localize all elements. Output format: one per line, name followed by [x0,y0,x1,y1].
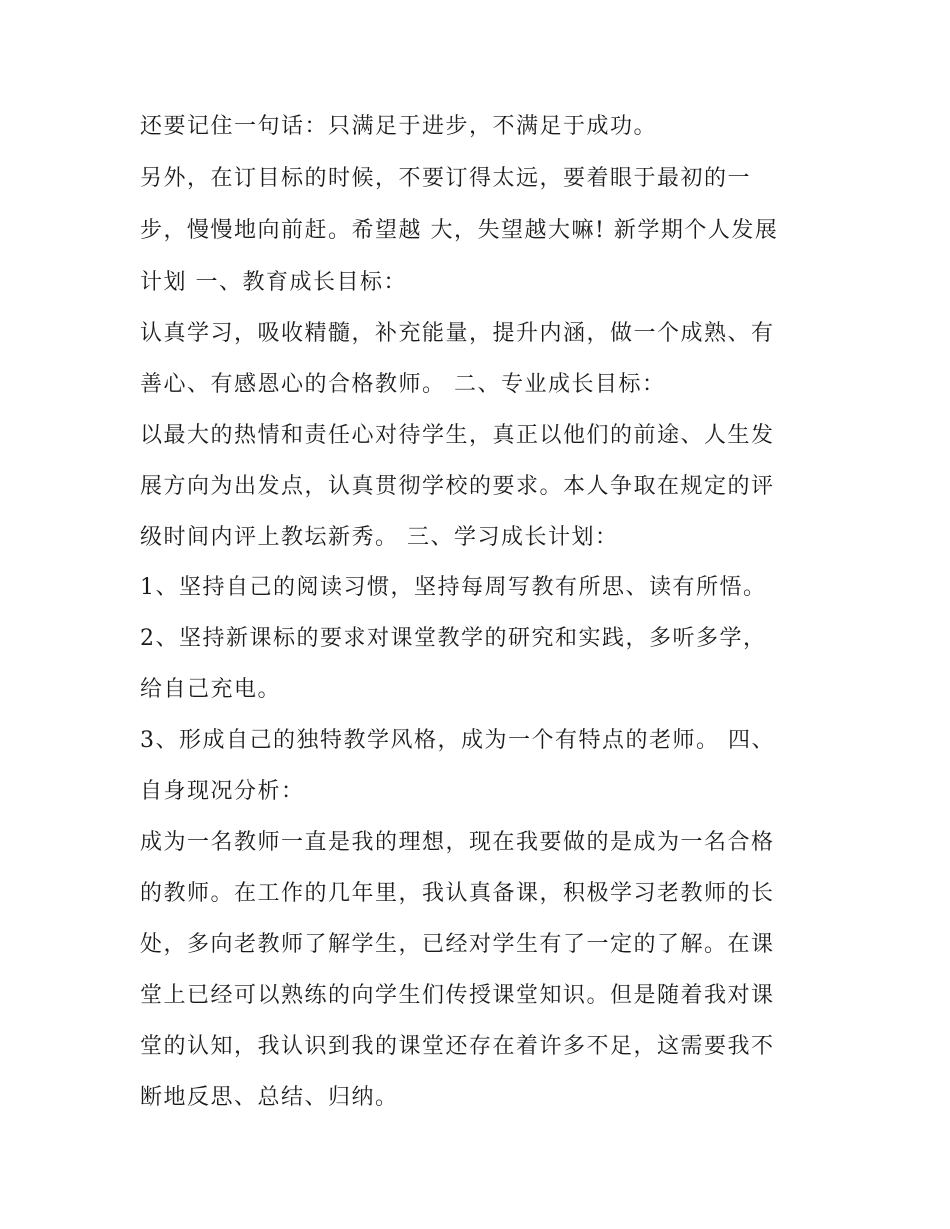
text-line: 给自己充电。 [140,677,282,702]
text-line: 堂的认知，我认识到我的课堂还存在着许多不足，这需要我不 [140,1034,775,1059]
text-line: 堂上已经可以熟练的向学生们传授课堂知识。但是随着我对课 [140,983,775,1008]
text-line: 认真学习，吸收精髓，补充能量，提升内涵，做一个成熟、有 [140,321,775,346]
text-line: 另外，在订目标的时候，不要订得太远，要着眼于最初的一 [140,166,752,191]
text-line: 的教师。在工作的几年里，我认真备课，积极学习老教师的长 [140,881,775,906]
text-line: 以最大的热情和责任心对待学生，真正以他们的前途、人生发 [140,423,775,448]
text-line: 1、坚持自己的阅读习惯，坚持每周写教有所思、读有所悟。 [140,575,767,600]
text-line: 成为一名教师一直是我的理想，现在我要做的是成为一名合格 [140,830,775,855]
text-line: 级时间内评上教坛新秀。 三、学习成长计划： [140,525,619,550]
text-line: 还要记住一句话：只满足于进步，不满足于成功。 [140,114,658,139]
text-line: 断地反思、总结、归纳。 [140,1085,399,1110]
text-line: 处，多向老教师了解学生，已经对学生有了一定的了解。在课 [140,932,775,957]
text-line: 步，慢慢地向前赶。希望越 大，失望越大嘛! 新学期个人发展 [140,218,779,243]
text-line: 自身现况分析： [140,779,305,804]
text-line: 计划 一、教育成长目标： [140,270,407,295]
text-line: 善心、有感恩心的合格教师。 二、专业成长目标： [140,372,666,397]
text-line: 2、坚持新课标的要求对课堂教学的研究和实践，多听多学， [140,626,767,651]
text-line: 3、形成自己的独特教学风格，成为一个有特点的老师。 四、 [140,728,775,753]
text-line: 展方向为出发点，认真贯彻学校的要求。本人争取在规定的评 [140,474,775,499]
